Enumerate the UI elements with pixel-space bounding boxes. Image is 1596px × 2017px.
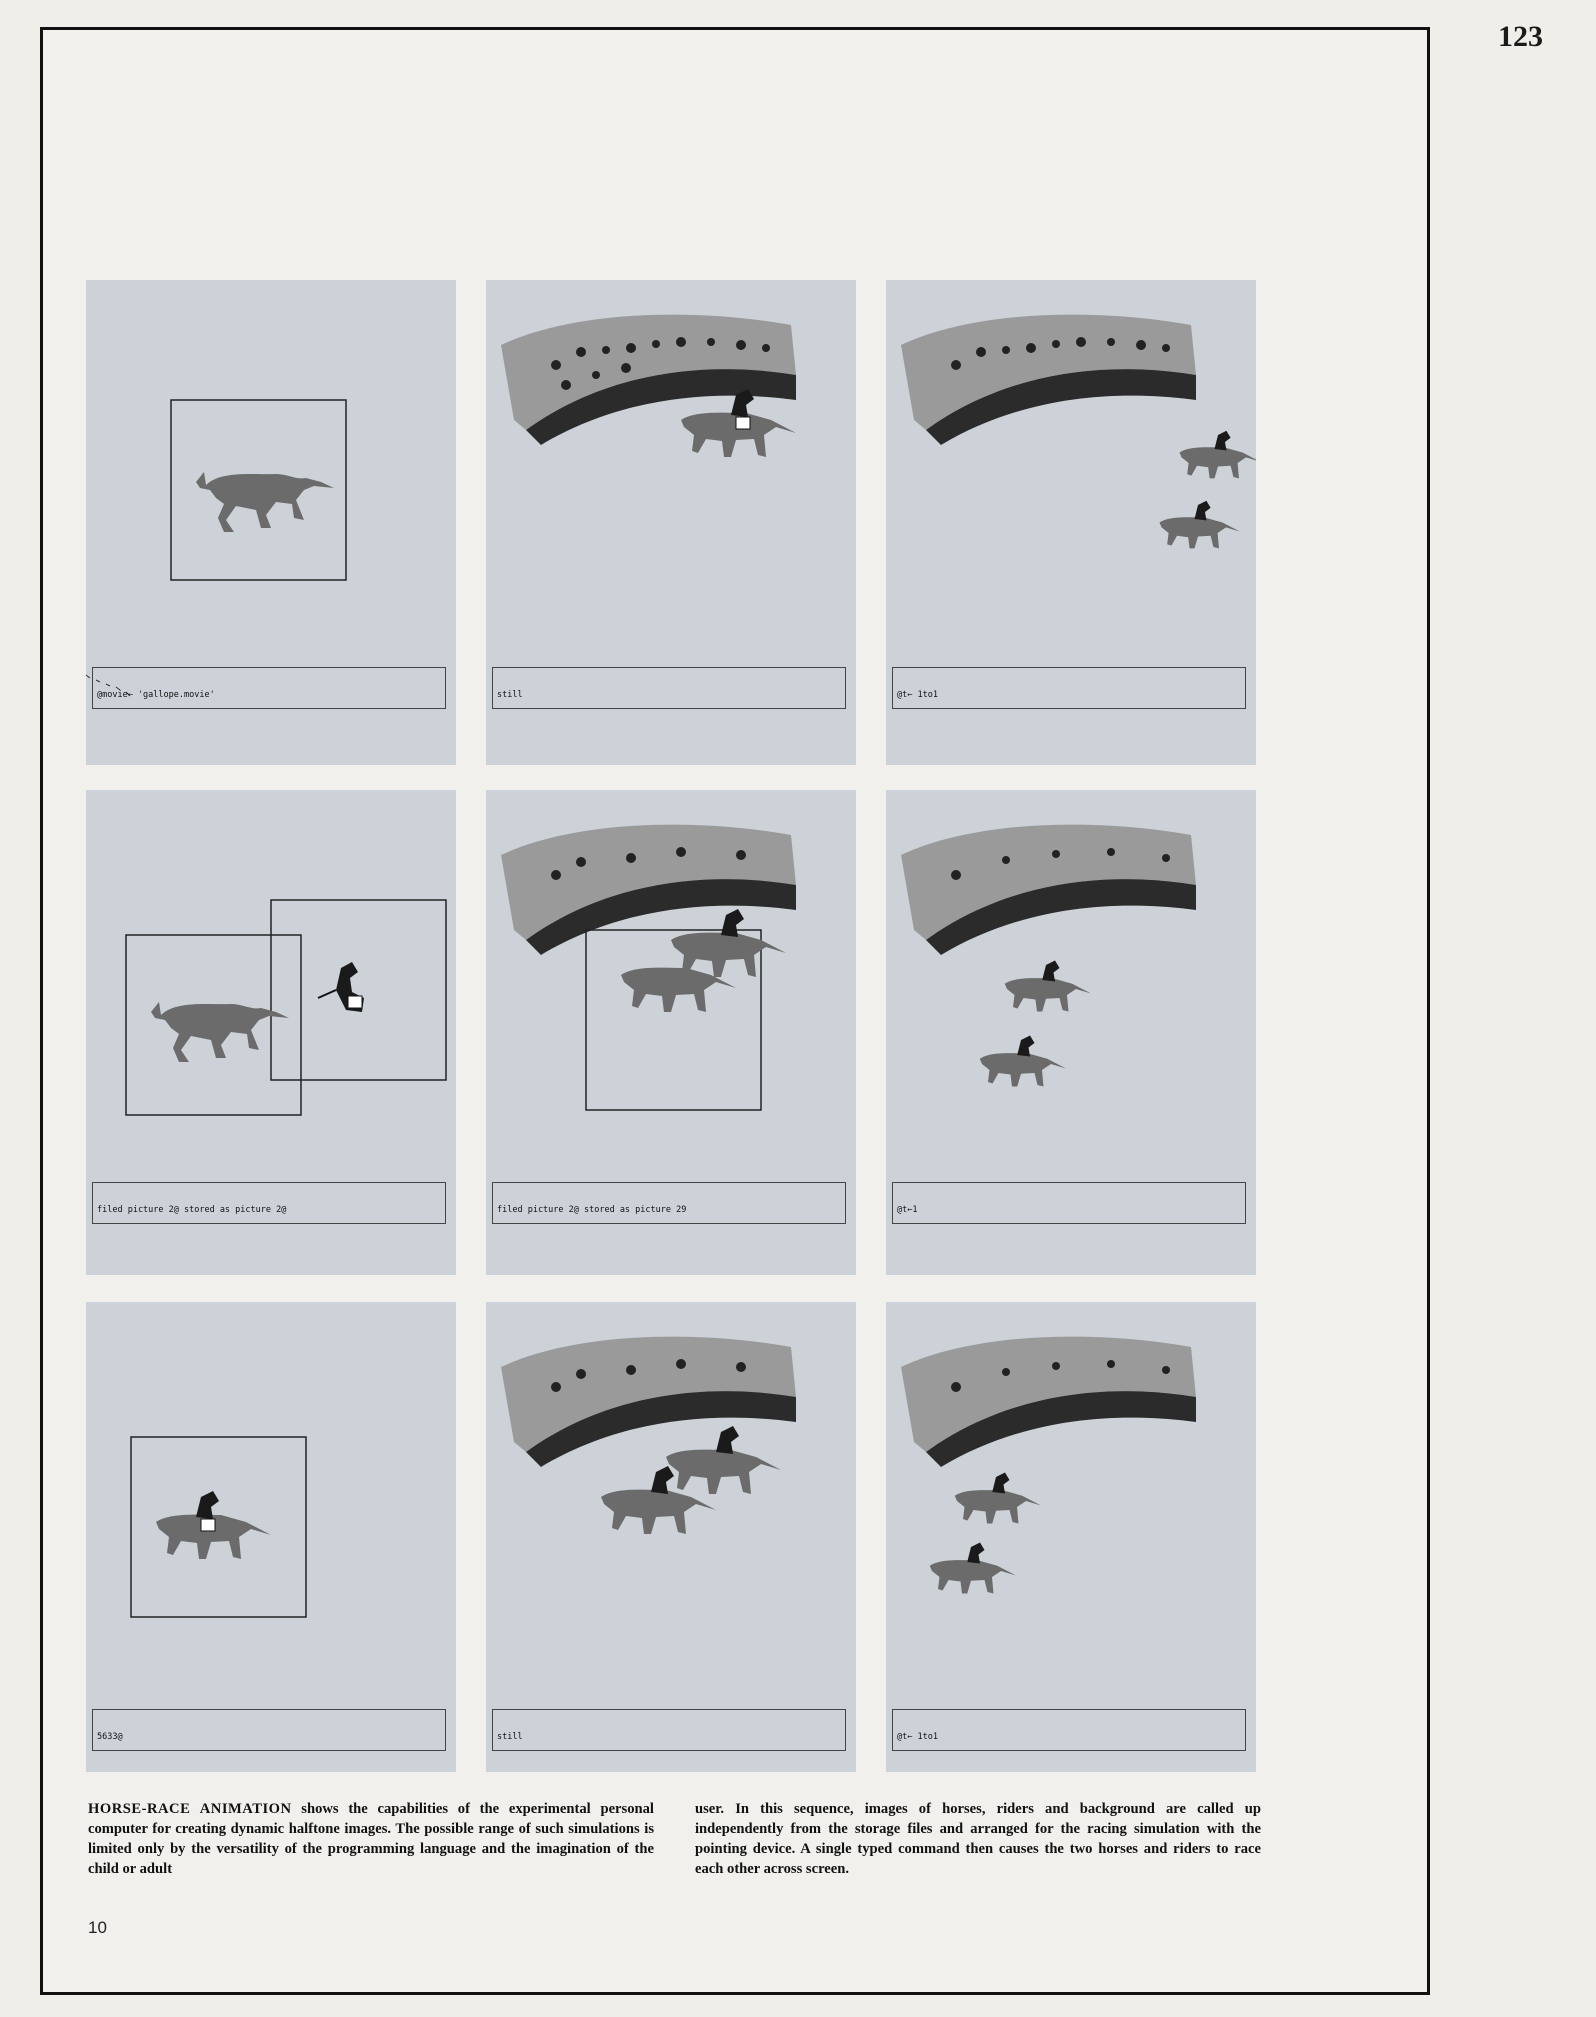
- command-box: [892, 667, 1246, 709]
- horse-rider-1: [681, 389, 796, 457]
- window-frame: [271, 900, 446, 1080]
- screen-r2c3: [886, 790, 1256, 1275]
- horse-rider-1: [1180, 431, 1257, 479]
- screen-r2c1: [86, 790, 456, 1275]
- figure-caption: [88, 1799, 1261, 1879]
- command-line: @t← 1to1: [897, 690, 938, 700]
- caption-column-right: user. In this sequence, images of horses, riders and background are called up independently from the storage files and arranged for the racing simulation with the pointing device. A single typed command then causes the two horses and riders to race each other across screen.: [695, 1801, 1261, 1877]
- command-box: [92, 1182, 446, 1224]
- screen-r1c1: [86, 280, 456, 765]
- horse-rider-1: [955, 1473, 1041, 1524]
- folio: 10: [88, 1918, 107, 1937]
- command-box: [492, 1182, 846, 1224]
- command-box: [892, 1182, 1246, 1224]
- horse-rider-1: [1005, 961, 1091, 1012]
- command-line: filed picture 2@ stored as picture 29: [497, 1205, 687, 1215]
- command-box: [492, 1709, 846, 1751]
- horse-silhouette: [196, 472, 334, 532]
- command-line: @t← 1to1: [897, 1732, 938, 1742]
- page-number: 123: [1498, 20, 1543, 53]
- horse-rider-2: [671, 909, 786, 977]
- caption-lead: HORSE-RACE ANIMATION: [88, 1801, 292, 1817]
- horse-window-illustration: [86, 1302, 456, 1772]
- horse-rider-2: [666, 1426, 781, 1494]
- command-box: [492, 667, 846, 709]
- horse-rider: [156, 1491, 271, 1559]
- stadium-illustration: [886, 1302, 1256, 1772]
- horse-rider-2: [1160, 501, 1241, 549]
- stadium-illustration: [486, 1302, 856, 1772]
- command-box: [92, 667, 446, 709]
- command-line: still: [497, 690, 523, 700]
- screen-r2c2: [486, 790, 856, 1275]
- horse-rider-2: [930, 1543, 1016, 1594]
- horse-silhouette: [151, 1002, 289, 1062]
- screen-r1c2: [486, 280, 856, 765]
- screen-r1c3: [886, 280, 1256, 765]
- command-line: @t←1: [897, 1205, 918, 1215]
- page-frame: [40, 27, 1430, 1995]
- screen-r3c3: [886, 1302, 1256, 1772]
- command-line: @movie← 'gallope.movie': [97, 690, 215, 700]
- screen-r3c2: [486, 1302, 856, 1772]
- command-box: [92, 1709, 446, 1751]
- caption-text: shows the capabilities of the experimental personal computer for creating dynamic halftone images. The possible range of such simulations is limited only by the versatility of the programming language and the imagination of the child or adult: [88, 1801, 654, 1877]
- rider-silhouette: [318, 962, 364, 1012]
- command-line: still: [497, 1732, 523, 1742]
- command-line: filed picture 2@ stored as picture 2@: [97, 1205, 287, 1215]
- horse-rider-2: [980, 1036, 1066, 1087]
- command-line: 5633@: [97, 1732, 123, 1742]
- screen-r3c1: [86, 1302, 456, 1772]
- caption-column-left: [88, 1799, 654, 1879]
- command-box: [892, 1709, 1246, 1751]
